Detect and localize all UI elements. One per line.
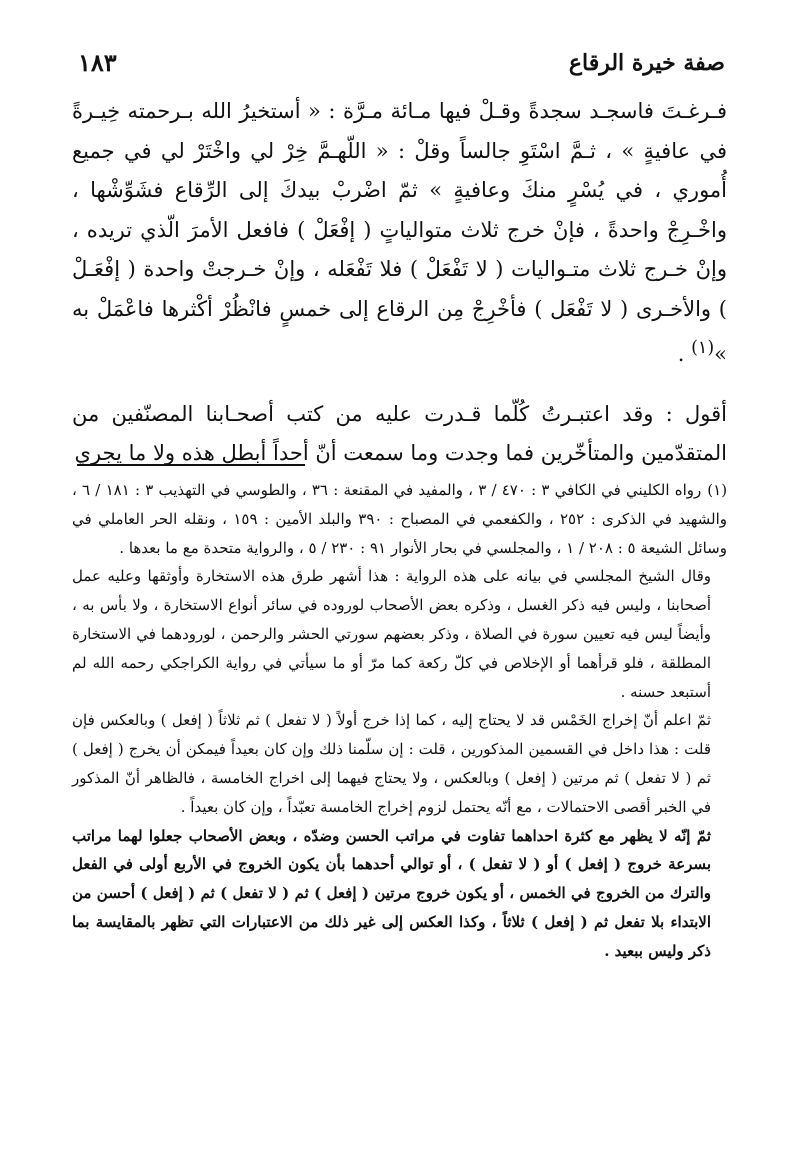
footnotes xyxy=(72,476,727,966)
page-header xyxy=(78,48,725,82)
running-title: صفة خيرة الرقاع xyxy=(568,50,725,76)
footnote-note-1: وقال الشيخ المجلسي في بيانه على هذه الرواية : هذا أشهر طرق هذه الاستخارة وأوثقها وعليه عمل أصحابنا ، وليس فيه ذكر الغسل ، وذكره بعض الأصحاب لوروده في سائر أنواع الاستخارة ، ولا بأس به ، وأيضاً ليس فيه تعيين سورة في الصلاة ، وذكر بعضهم سورتي الحشر والرحمن ، لورودهما في الاستخارة المطلقة ، فلو قرأهما أو الإخلاص في كلّ ركعة كما مرّ أو ما سيأتي في رواية الكراجكي رحمه الله لم أستبعد حسنه . xyxy=(72,567,711,701)
page-number: ١٨٣ xyxy=(78,48,117,77)
main-paragraph-1-text: فـرغـتَ فاسجـد سجدةً وقـلْ فيها مـائة مـرَّة : « أستخيرُ الله بـرحمته خِيـرةً في عافيةٍ » ، ثـمَّ اسْتَوِ جالساً وقلْ : « اللّهـمَّ خِرْ لي واخْتَرْ لي في جميع أُموري ، في يُسْرٍ منكَ وعافيةٍ » ثمّ اضْربْ بيدكَ إلى الرِّقاع فشَوِّشْها ، واخْـرِجْ واحدةً ، فإنْ خرج ثلاث متوالياتٍ ( إفْعَلْ ) فافعل الأمرَ الّذي تريده ، وإنْ خـرج ثلاث متـواليات ( لا تَفْعَلْ ) فلا تَفْعَله ، وإنْ خـرجتْ واحدة ( إفْعَـلْ ) والأخـرى ( لا تَفْعَل ) فأخْرِجْ مِن الرقاع إلى خمسٍ فانْظُرْ أكْثرها فاعْمَلْ به » xyxy=(72,99,728,366)
main-paragraph-1-end: . xyxy=(677,342,692,366)
footnote-1-text: رواه الكليني في الكافي ٣ : ٤٧٠ / ٣ ، والمفيد في المقنعة : ٣٦ ، والطوسي في التهذيب ٣ : ١٨١ / ٦ ، والشهيد في الذكرى : ٢٥٢ ، والكفعمي في المصباح : ٣٩٠ والبلد الأمين : ١٥٩ ، ونقله الحر العاملي في وسائل الشيعة ٥ : ٢٠٨ / ١ ، والمجلسي في بحار الأنوار ٩١ : ٢٣٠ / ٥ ، والرواية متحدة مع ما بعدها . xyxy=(72,481,727,557)
main-text xyxy=(72,92,727,474)
footnote-note-3: ثمّ إنّه لا يظهر مع كثرة احداهما تفاوت في مراتب الحسن وضدّه ، وبعض الأصحاب جعلوا لهما مراتب بسرعة خروج ( إفعل ) أو ( لا تفعل ) ، أو توالي أحدهما بأن يكون الخروج في الأربع أولى في الفعل والترك من الخروج في الخمس ، أو يكون خروج مرتين ( إفعل ) ثم ( لا تفعل ) ثم ( إفعل ) أحسن من الابتداء بلا تفعل ثم ( إفعل ) ثلاثاً ، وكذا العكس إلى غير ذلك من الاعتبارات التي تظهر بالمقايسة بما ذكر وليس ببعيد . xyxy=(72,826,711,960)
footnote-separator xyxy=(77,464,305,466)
main-paragraph-1 xyxy=(72,92,727,375)
footnote-1-number: (١) xyxy=(707,481,728,499)
footnote-note-2: ثمّ اعلم أنّ إخراج الخَمْس قد لا يحتاج إليه ، كما إذا خرج أولاً ( لا تفعل ) ثم ثلاثاً ( إفعل ) وبالعكس فإن قلت : هذا داخل في القسمين المذكورين ، قلت : إن سلّمنا ذلك وإن كان بعيداً فيمكن أن يخرج ( إفعل ) ثم ( لا تفعل ) ثم مرتين ( إفعل ) وبالعكس ، ولا يحتاج فيهما إلى اخراج الخامسة ، فالظاهر أنّ المذكور في الخبر أقصى الاحتمالات ، مع أنّه يحتمل لزوم إخراج الخامسة تعبّداً ، وإن كان بعيداً . xyxy=(72,711,711,816)
footnote-1 xyxy=(72,476,727,562)
footnote-ref-1[interactable]: (١) xyxy=(691,338,715,358)
main-paragraph-2: أقول : وقد اعتبـرتُ كُلّما قـدرت عليه من كتب أصحـابنا المصنّفين من المتقدّمين والمتأخّرين فما وجدت وما سمعت أنّ أحداً أبطل هذه ولا ما يجري xyxy=(72,401,727,465)
